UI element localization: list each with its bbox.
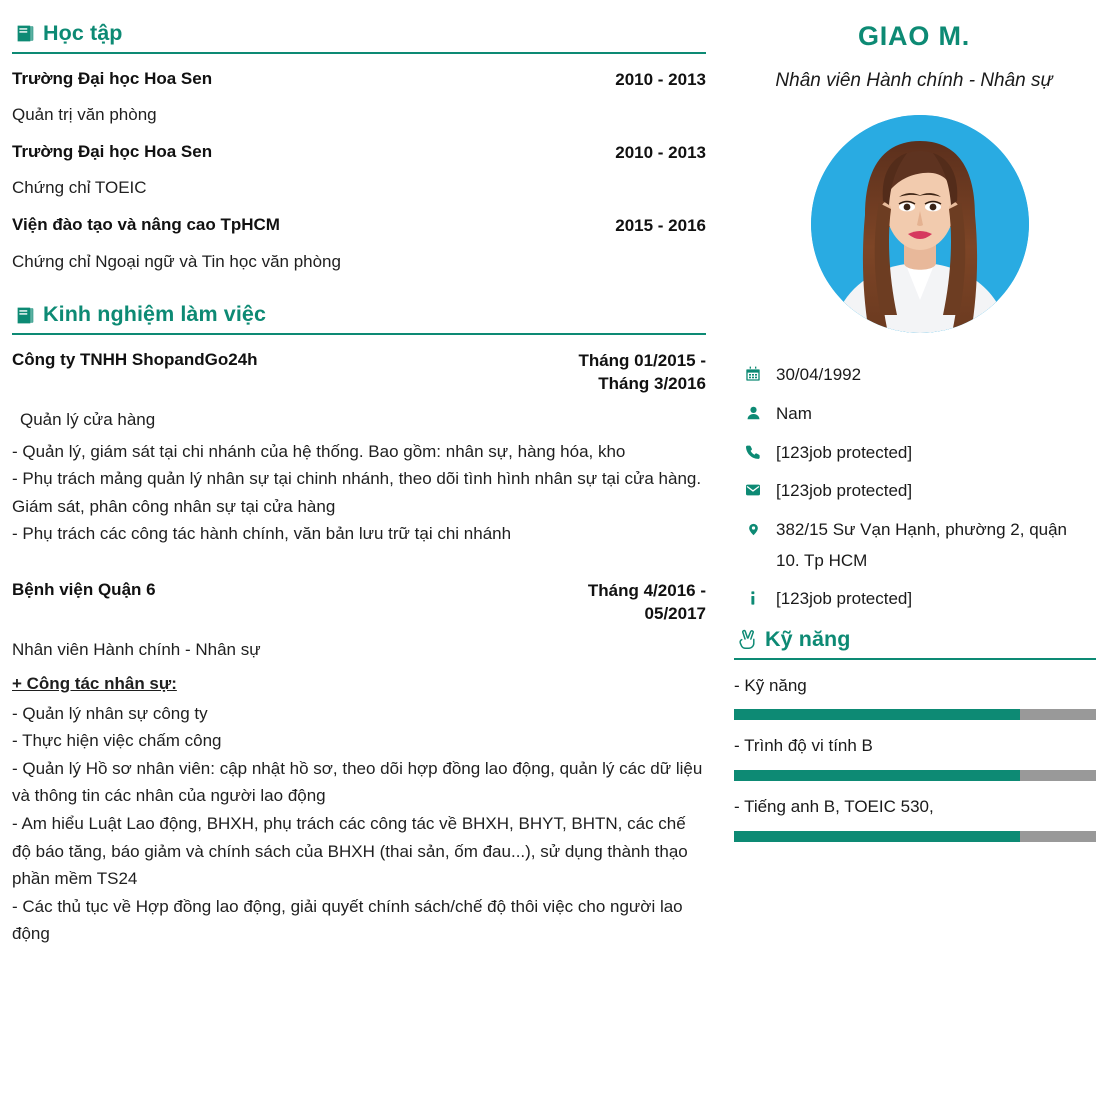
skills-divider	[734, 658, 1096, 660]
contact-email[interactable]	[744, 479, 1106, 504]
skill-progress-bar	[734, 709, 1096, 720]
education-period: 2015 - 2016	[615, 216, 706, 236]
education-school: Viện đào tạo và nâng cao TpHCM	[12, 215, 280, 235]
experience-period: Tháng 01/2015 - Tháng 3/2016	[578, 351, 706, 394]
experience-role: Quản lý cửa hàng	[20, 409, 156, 429]
cv-right-column	[720, 0, 1106, 1120]
location-pin-icon	[744, 519, 762, 539]
education-entry-header	[12, 68, 706, 91]
education-section-header	[12, 22, 706, 46]
victory-hand-icon	[736, 629, 758, 651]
skill-item	[734, 734, 1106, 781]
education-entry	[12, 214, 706, 273]
experience-section-header	[12, 303, 706, 327]
skill-progress-fill	[734, 770, 1020, 781]
experience-bullet: - Quản lý nhân sự công ty	[12, 703, 208, 723]
education-major: Quản trị văn phòng	[12, 105, 157, 125]
skill-progress-fill	[734, 709, 1020, 720]
experience-bullet: - Phụ trách mảng quản lý nhân sự tại chinh nhánh, theo dõi tình hình nhân sự tại cửa hàng. Giám sát, phân công nhân sự tại cửa hàng	[12, 469, 702, 516]
contact-birthdate	[744, 363, 1106, 388]
phone-icon	[744, 442, 762, 462]
contact-list	[734, 363, 1106, 611]
skills-section-header	[734, 628, 1106, 652]
education-period: 2010 - 2013	[615, 69, 706, 89]
page-title: GIAO M.	[857, 21, 971, 51]
book-icon	[14, 304, 36, 326]
experience-bullet: - Các thủ tục về Hợp đồng lao động, giải quyết chính sách/chế độ thôi việc cho người lao động	[12, 896, 683, 944]
contact-address	[744, 518, 1106, 543]
job-title: Nhân viên Hành chính - Nhân sự	[775, 69, 1053, 91]
skill-item	[734, 795, 1106, 842]
skills-section-title: Kỹ năng	[765, 626, 851, 651]
experience-description	[12, 668, 706, 948]
avatar-wrapper	[811, 115, 1029, 333]
skill-label: - Trình độ vi tính B	[734, 736, 873, 756]
skill-progress-bar	[734, 831, 1096, 842]
skill-label: - Tiếng anh B, TOEIC 530,	[734, 797, 934, 817]
experience-divider	[12, 333, 706, 335]
experience-bullet: - Am hiểu Luật Lao động, BHXH, phụ trách các công tác về BHXH, BHYT, BHTN, các chế độ báo tăng, báo giảm và chính sách của BHXH (thai sản, ốm đau...), sử dụng thành thạo phần mềm TS24	[12, 813, 688, 889]
experience-section-title: Kinh nghiệm làm việc	[43, 302, 267, 327]
contact-email-value: [123job protected]	[776, 481, 913, 501]
calendar-icon	[744, 364, 762, 384]
education-entry	[12, 68, 706, 127]
experience-period: Tháng 4/2016 - 05/2017	[587, 580, 706, 624]
contact-phone[interactable]	[744, 441, 1106, 466]
skill-progress-fill	[734, 831, 1020, 842]
contact-phone-value: [123job protected]	[776, 442, 913, 462]
contact-address-line1: 382/15 Sư Vạn Hạnh, phường 2, quận	[776, 520, 1068, 540]
education-school: Trường Đại học Hoa Sen	[12, 141, 213, 161]
experience-role: Nhân viên Hành chính - Nhân sự	[12, 639, 261, 659]
experience-bullet: - Thực hiện việc chấm công	[12, 731, 222, 751]
experience-entry	[12, 349, 706, 548]
contact-birthdate-value: 30/04/1992	[776, 365, 862, 385]
education-school: Trường Đại học Hoa Sen	[12, 68, 213, 88]
education-major: Chứng chỉ Ngoại ngữ và Tin học văn phòng	[12, 251, 341, 271]
education-divider	[12, 52, 706, 54]
person-icon	[744, 403, 762, 423]
experience-entry-header	[12, 349, 706, 396]
avatar	[811, 115, 1029, 333]
experience-bullet: - Quản lý Hồ sơ nhân viên: cập nhật hồ sơ, theo dõi hợp đồng lao động, quản lý các dữ liệu và thông tin các nhân của người lao động	[12, 758, 703, 806]
experience-bullet: - Quản lý, giám sát tại chi nhánh của hệ thống. Bao gồm: nhân sự, hàng hóa, kho	[12, 441, 626, 461]
contact-address-line2: 10. Tp HCM	[776, 550, 868, 570]
experience-entry	[12, 579, 706, 948]
book-icon	[14, 23, 36, 45]
envelope-icon	[744, 480, 762, 500]
education-period: 2010 - 2013	[615, 142, 706, 162]
contact-gender-value: Nam	[776, 404, 812, 424]
education-section-title: Học tập	[43, 21, 123, 45]
experience-company: Bệnh viện Quận 6	[12, 579, 156, 599]
education-major: Chứng chỉ TOEIC	[12, 178, 147, 198]
experience-company: Công ty TNHH ShopandGo24h	[12, 350, 258, 370]
contact-info	[744, 587, 1106, 612]
skill-item	[734, 674, 1106, 721]
contact-info-value: [123job protected]	[776, 589, 913, 609]
skill-label: - Kỹ năng	[734, 675, 807, 695]
section-spacer	[12, 273, 706, 303]
education-entry	[12, 141, 706, 200]
experience-subheading: + Công tác nhân sự:	[12, 673, 177, 693]
experience-description	[12, 438, 706, 548]
contact-gender	[744, 402, 1106, 427]
entry-spacer	[12, 548, 706, 565]
experience-bullet: - Phụ trách các công tác hành chính, văn bản lưu trữ tại chi nhánh	[12, 524, 512, 544]
info-icon	[744, 588, 762, 608]
skill-progress-bar	[734, 770, 1096, 781]
experience-entry-header	[12, 579, 706, 626]
education-entry-header	[12, 141, 706, 164]
education-entry-header	[12, 214, 706, 237]
